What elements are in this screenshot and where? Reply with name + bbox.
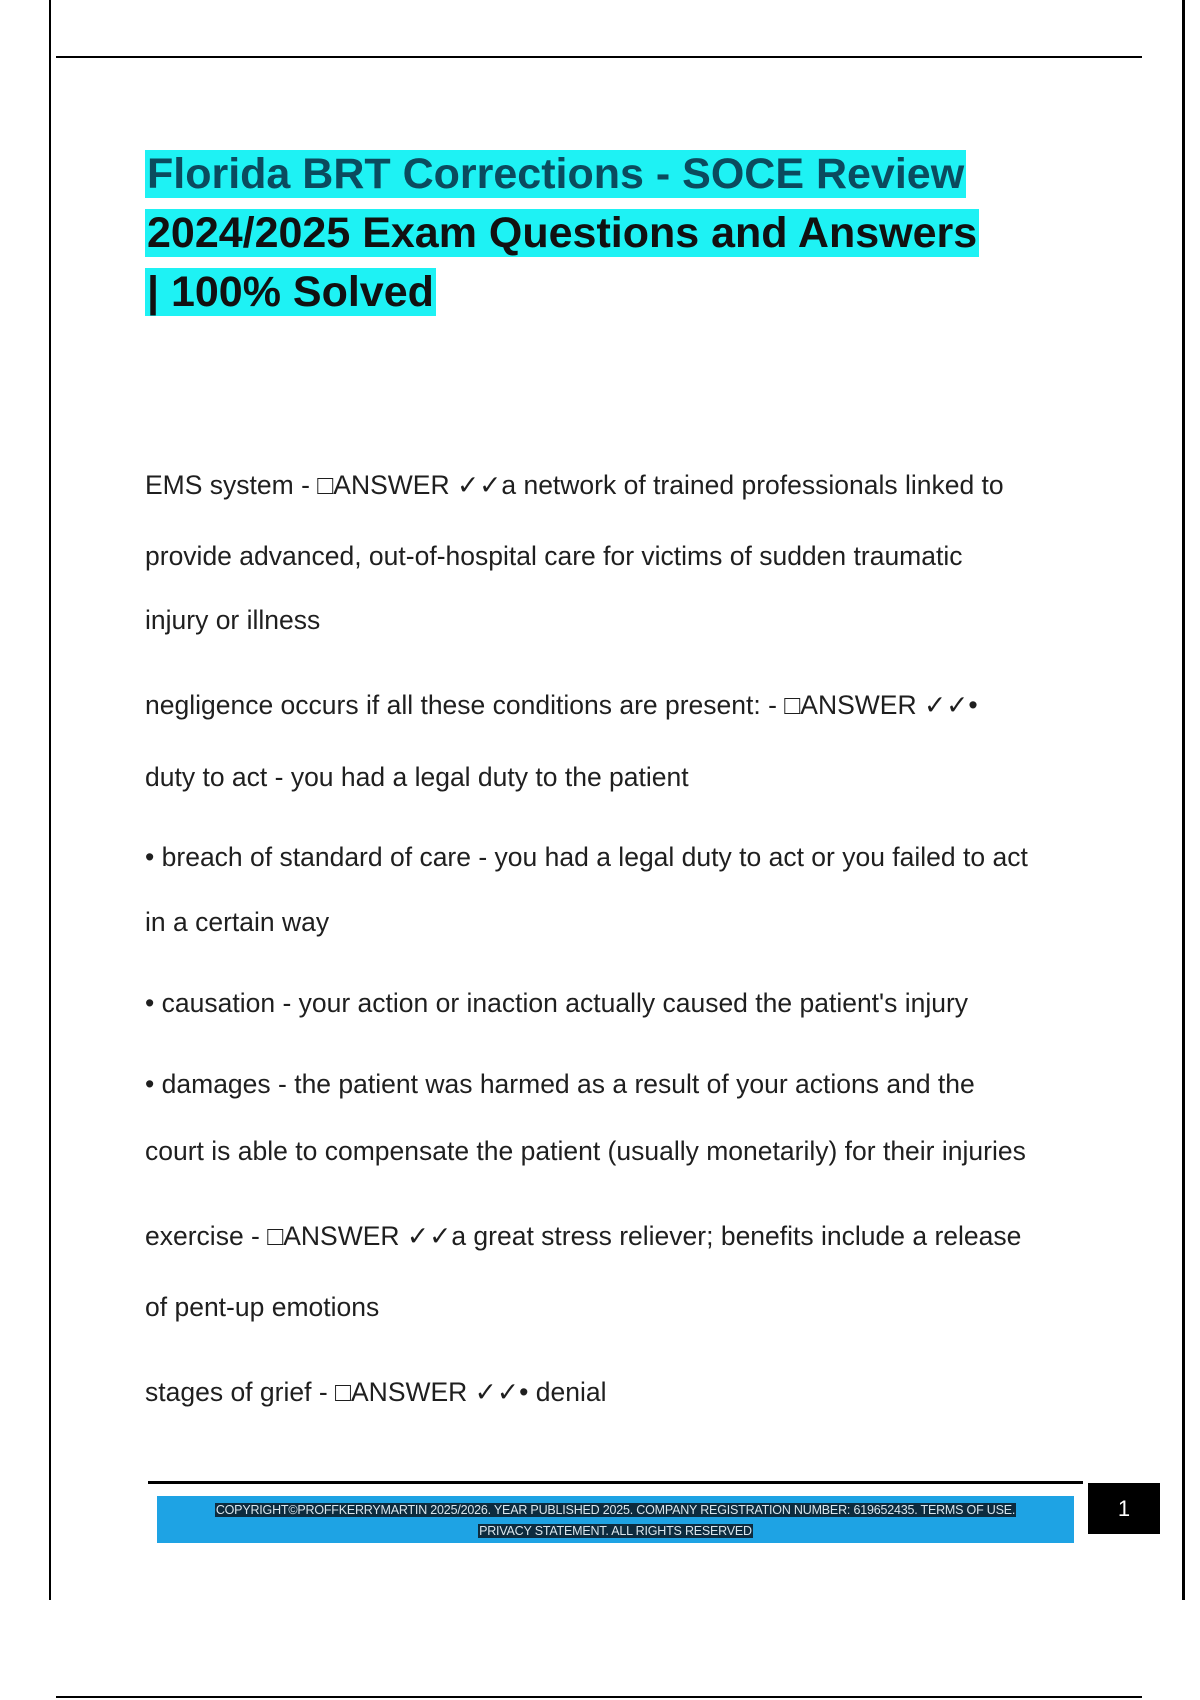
document-title [145,145,1095,322]
copyright-line-1: COPYRIGHT©PROFFKERRYMARTIN 2025/2026. YEAR PUBLISHED 2025. COMPANY REGISTRATION NUMBER: 619652435. TERMS OF USE. [215,1503,1016,1517]
title-line-2: 2024/2025 Exam Questions and Answers [147,209,978,257]
header-rule [56,56,1142,58]
qa-negligence-line-1: negligence occurs if all these conditions are present: - □ANSWER ✓✓• [145,690,978,720]
page-border-right [1182,0,1185,1600]
next-page-rule [56,1696,1142,1698]
page-border-left [49,0,51,1600]
qa-negligence-line-3: • breach of standard of care - you had a legal duty to act or you failed to act [145,842,1028,872]
copyright-line-2: PRIVACY STATEMENT. ALL RIGHTS RESERVED [479,1524,752,1538]
page-number: 1 [1088,1483,1160,1534]
qa-negligence-line-4: in a certain way [145,907,330,937]
qa-exercise-line-1: exercise - □ANSWER ✓✓a great stress reliever; benefits include a release [145,1221,1022,1251]
title-line-3: | 100% Solved [147,268,434,316]
qa-ems-line-1: EMS system - □ANSWER ✓✓a network of trained professionals linked to [145,470,1004,500]
qa-negligence-line-2: duty to act - you had a legal duty to the patient [145,762,689,792]
qa-ems-line-3: injury or illness [145,605,321,635]
footer-copyright [157,1500,1074,1542]
title-line-1: Florida BRT Corrections - SOCE Review [147,150,965,198]
qa-grief-line-1: stages of grief - □ANSWER ✓✓• denial [145,1377,607,1407]
qa-ems-line-2: provide advanced, out-of-hospital care for victims of sudden traumatic [145,541,963,571]
qa-negligence-line-6: • damages - the patient was harmed as a result of your actions and the [145,1069,975,1099]
page-gap [0,1600,1200,1700]
qa-exercise-line-2: of pent-up emotions [145,1292,380,1322]
footer-rule [148,1481,1083,1484]
qa-negligence-line-7: court is able to compensate the patient (usually monetarily) for their injuries [145,1136,1026,1166]
qa-negligence-line-5: • causation - your action or inaction actually caused the patient's injury [145,988,969,1018]
